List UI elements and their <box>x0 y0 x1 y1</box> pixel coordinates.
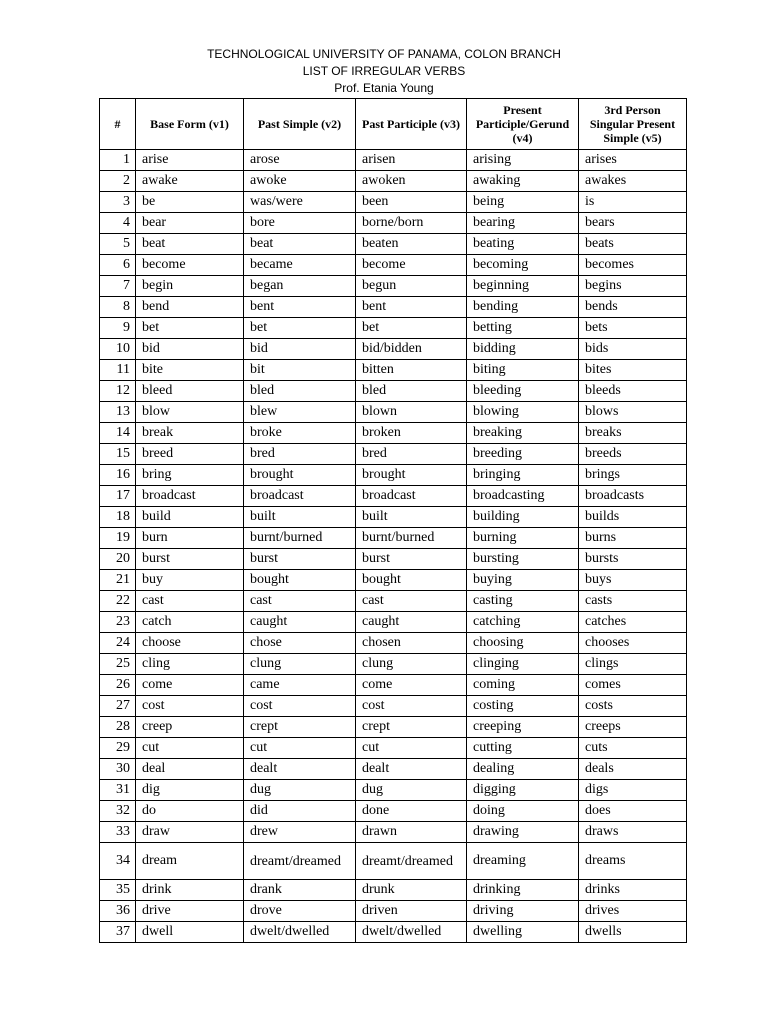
base-form-cell: build <box>136 507 244 528</box>
past-simple-cell: did <box>244 801 356 822</box>
present-participle-cell: beating <box>467 234 579 255</box>
present-participle-cell: bending <box>467 297 579 318</box>
past-simple-cell: bore <box>244 213 356 234</box>
row-number: 34 <box>100 843 136 880</box>
table-header-row <box>100 99 687 150</box>
row-number: 32 <box>100 801 136 822</box>
present-participle-cell: bursting <box>467 549 579 570</box>
past-participle-cell: bitten <box>356 360 467 381</box>
third-person-cell: digs <box>579 780 687 801</box>
present-participle-cell: casting <box>467 591 579 612</box>
past-participle-cell: become <box>356 255 467 276</box>
base-form-cell: breed <box>136 444 244 465</box>
past-simple-cell: dreamt/dreamed <box>244 843 356 880</box>
past-participle-cell: dealt <box>356 759 467 780</box>
table-row <box>100 822 687 843</box>
row-number: 4 <box>100 213 136 234</box>
table-row <box>100 171 687 192</box>
past-simple-cell: built <box>244 507 356 528</box>
third-person-cell: bears <box>579 213 687 234</box>
table-row <box>100 780 687 801</box>
base-form-cell: bear <box>136 213 244 234</box>
past-participle-cell: drunk <box>356 880 467 901</box>
past-simple-cell: chose <box>244 633 356 654</box>
past-participle-cell: built <box>356 507 467 528</box>
row-number: 31 <box>100 780 136 801</box>
table-row <box>100 843 687 880</box>
present-participle-cell: breaking <box>467 423 579 444</box>
base-form-cell: bleed <box>136 381 244 402</box>
past-participle-cell: burnt/burned <box>356 528 467 549</box>
past-participle-cell: been <box>356 192 467 213</box>
table-row <box>100 675 687 696</box>
row-number: 5 <box>100 234 136 255</box>
third-person-cell: bleeds <box>579 381 687 402</box>
present-participle-cell: drawing <box>467 822 579 843</box>
base-form-cell: become <box>136 255 244 276</box>
third-person-cell: drives <box>579 901 687 922</box>
table-row <box>100 696 687 717</box>
row-number: 3 <box>100 192 136 213</box>
third-person-cell: brings <box>579 465 687 486</box>
base-form-cell: cut <box>136 738 244 759</box>
row-number: 35 <box>100 880 136 901</box>
present-participle-cell: biting <box>467 360 579 381</box>
third-person-cell: does <box>579 801 687 822</box>
document-header <box>0 46 768 97</box>
third-person-cell: dreams <box>579 843 687 880</box>
present-participle-cell: breeding <box>467 444 579 465</box>
past-participle-cell: bred <box>356 444 467 465</box>
third-person-cell: casts <box>579 591 687 612</box>
past-simple-cell: bred <box>244 444 356 465</box>
table-row <box>100 759 687 780</box>
table-row <box>100 381 687 402</box>
third-person-cell: buys <box>579 570 687 591</box>
table-row <box>100 549 687 570</box>
past-simple-cell: came <box>244 675 356 696</box>
table-row <box>100 213 687 234</box>
column-header-number: # <box>100 99 136 150</box>
past-simple-cell: drank <box>244 880 356 901</box>
base-form-cell: draw <box>136 822 244 843</box>
table-row <box>100 717 687 738</box>
table-row <box>100 486 687 507</box>
base-form-cell: dream <box>136 843 244 880</box>
present-participle-cell: betting <box>467 318 579 339</box>
row-number: 11 <box>100 360 136 381</box>
past-participle-cell: chosen <box>356 633 467 654</box>
base-form-cell: choose <box>136 633 244 654</box>
past-participle-cell: drawn <box>356 822 467 843</box>
third-person-cell: cuts <box>579 738 687 759</box>
row-number: 19 <box>100 528 136 549</box>
present-participle-cell: drinking <box>467 880 579 901</box>
row-number: 24 <box>100 633 136 654</box>
present-participle-cell: becoming <box>467 255 579 276</box>
third-person-cell: builds <box>579 507 687 528</box>
past-participle-cell: dwelt/dwelled <box>356 922 467 943</box>
present-participle-cell: being <box>467 192 579 213</box>
past-participle-cell: awoken <box>356 171 467 192</box>
table-row <box>100 297 687 318</box>
past-simple-cell: burst <box>244 549 356 570</box>
row-number: 18 <box>100 507 136 528</box>
past-simple-cell: cast <box>244 591 356 612</box>
table-row <box>100 150 687 171</box>
past-participle-cell: cost <box>356 696 467 717</box>
past-participle-cell: clung <box>356 654 467 675</box>
base-form-cell: creep <box>136 717 244 738</box>
base-form-cell: deal <box>136 759 244 780</box>
table-row <box>100 801 687 822</box>
row-number: 8 <box>100 297 136 318</box>
third-person-cell: catches <box>579 612 687 633</box>
row-number: 30 <box>100 759 136 780</box>
past-participle-cell: bent <box>356 297 467 318</box>
third-person-cell: bursts <box>579 549 687 570</box>
row-number: 15 <box>100 444 136 465</box>
past-participle-cell: dreamt/dreamed <box>356 843 467 880</box>
base-form-cell: arise <box>136 150 244 171</box>
past-simple-cell: bought <box>244 570 356 591</box>
row-number: 26 <box>100 675 136 696</box>
row-number: 6 <box>100 255 136 276</box>
past-simple-cell: blew <box>244 402 356 423</box>
table-row <box>100 654 687 675</box>
past-participle-cell: done <box>356 801 467 822</box>
past-simple-cell: cost <box>244 696 356 717</box>
third-person-cell: bets <box>579 318 687 339</box>
base-form-cell: cling <box>136 654 244 675</box>
table-row <box>100 423 687 444</box>
column-header-past-simple: Past Simple (v2) <box>244 99 356 150</box>
past-simple-cell: dug <box>244 780 356 801</box>
past-participle-cell: blown <box>356 402 467 423</box>
present-participle-cell: beginning <box>467 276 579 297</box>
third-person-cell: is <box>579 192 687 213</box>
third-person-cell: begins <box>579 276 687 297</box>
table-row <box>100 276 687 297</box>
present-participle-cell: coming <box>467 675 579 696</box>
third-person-cell: blows <box>579 402 687 423</box>
past-participle-cell: arisen <box>356 150 467 171</box>
base-form-cell: be <box>136 192 244 213</box>
present-participle-cell: dreaming <box>467 843 579 880</box>
row-number: 23 <box>100 612 136 633</box>
past-participle-cell: beaten <box>356 234 467 255</box>
present-participle-cell: clinging <box>467 654 579 675</box>
third-person-cell: arises <box>579 150 687 171</box>
row-number: 14 <box>100 423 136 444</box>
table-row <box>100 633 687 654</box>
base-form-cell: break <box>136 423 244 444</box>
third-person-cell: comes <box>579 675 687 696</box>
past-participle-cell: broken <box>356 423 467 444</box>
past-simple-cell: drew <box>244 822 356 843</box>
past-simple-cell: dealt <box>244 759 356 780</box>
past-participle-cell: crept <box>356 717 467 738</box>
row-number: 33 <box>100 822 136 843</box>
past-participle-cell: dug <box>356 780 467 801</box>
past-simple-cell: bent <box>244 297 356 318</box>
past-participle-cell: driven <box>356 901 467 922</box>
table-row <box>100 465 687 486</box>
base-form-cell: drive <box>136 901 244 922</box>
past-participle-cell: burst <box>356 549 467 570</box>
table-row <box>100 360 687 381</box>
base-form-cell: do <box>136 801 244 822</box>
base-form-cell: dig <box>136 780 244 801</box>
base-form-cell: bring <box>136 465 244 486</box>
past-simple-cell: cut <box>244 738 356 759</box>
table-row <box>100 901 687 922</box>
present-participle-cell: burning <box>467 528 579 549</box>
present-participle-cell: digging <box>467 780 579 801</box>
third-person-cell: chooses <box>579 633 687 654</box>
past-participle-cell: bled <box>356 381 467 402</box>
row-number: 2 <box>100 171 136 192</box>
table-row <box>100 570 687 591</box>
base-form-cell: beat <box>136 234 244 255</box>
irregular-verbs-table <box>99 98 687 943</box>
past-simple-cell: bled <box>244 381 356 402</box>
row-number: 12 <box>100 381 136 402</box>
base-form-cell: bet <box>136 318 244 339</box>
list-title: LIST OF IRREGULAR VERBS <box>302 64 466 78</box>
present-participle-cell: cutting <box>467 738 579 759</box>
past-simple-cell: broke <box>244 423 356 444</box>
row-number: 17 <box>100 486 136 507</box>
third-person-cell: creeps <box>579 717 687 738</box>
past-simple-cell: bid <box>244 339 356 360</box>
past-simple-cell: began <box>244 276 356 297</box>
present-participle-cell: buying <box>467 570 579 591</box>
past-participle-cell: cast <box>356 591 467 612</box>
present-participle-cell: blowing <box>467 402 579 423</box>
present-participle-cell: bidding <box>467 339 579 360</box>
table-row <box>100 591 687 612</box>
past-simple-cell: brought <box>244 465 356 486</box>
present-participle-cell: driving <box>467 901 579 922</box>
table-body <box>100 150 687 943</box>
past-simple-cell: was/were <box>244 192 356 213</box>
table-row <box>100 612 687 633</box>
third-person-cell: clings <box>579 654 687 675</box>
past-simple-cell: became <box>244 255 356 276</box>
third-person-cell: bites <box>579 360 687 381</box>
table-row <box>100 318 687 339</box>
past-participle-cell: begun <box>356 276 467 297</box>
third-person-cell: dwells <box>579 922 687 943</box>
table-row <box>100 738 687 759</box>
past-simple-cell: broadcast <box>244 486 356 507</box>
past-participle-cell: borne/born <box>356 213 467 234</box>
third-person-cell: awakes <box>579 171 687 192</box>
base-form-cell: bend <box>136 297 244 318</box>
row-number: 36 <box>100 901 136 922</box>
row-number: 20 <box>100 549 136 570</box>
past-simple-cell: clung <box>244 654 356 675</box>
institution-title: TECHNOLOGICAL UNIVERSITY OF PANAMA, COLON BRANCH <box>207 47 561 61</box>
third-person-cell: becomes <box>579 255 687 276</box>
row-number: 7 <box>100 276 136 297</box>
table-row <box>100 507 687 528</box>
table-row <box>100 880 687 901</box>
present-participle-cell: bearing <box>467 213 579 234</box>
base-form-cell: bite <box>136 360 244 381</box>
past-simple-cell: crept <box>244 717 356 738</box>
row-number: 22 <box>100 591 136 612</box>
base-form-cell: awake <box>136 171 244 192</box>
third-person-cell: bids <box>579 339 687 360</box>
past-participle-cell: bought <box>356 570 467 591</box>
third-person-cell: breeds <box>579 444 687 465</box>
past-simple-cell: beat <box>244 234 356 255</box>
base-form-cell: come <box>136 675 244 696</box>
base-form-cell: begin <box>136 276 244 297</box>
base-form-cell: bid <box>136 339 244 360</box>
past-simple-cell: bet <box>244 318 356 339</box>
present-participle-cell: bringing <box>467 465 579 486</box>
third-person-cell: drinks <box>579 880 687 901</box>
past-simple-cell: awoke <box>244 171 356 192</box>
base-form-cell: buy <box>136 570 244 591</box>
table-row <box>100 528 687 549</box>
row-number: 25 <box>100 654 136 675</box>
third-person-cell: deals <box>579 759 687 780</box>
third-person-cell: costs <box>579 696 687 717</box>
third-person-cell: burns <box>579 528 687 549</box>
row-number: 28 <box>100 717 136 738</box>
row-number: 10 <box>100 339 136 360</box>
present-participle-cell: catching <box>467 612 579 633</box>
third-person-cell: breaks <box>579 423 687 444</box>
third-person-cell: broadcasts <box>579 486 687 507</box>
table-row <box>100 402 687 423</box>
professor-name: Prof. Etania Young <box>334 81 434 95</box>
base-form-cell: burn <box>136 528 244 549</box>
row-number: 13 <box>100 402 136 423</box>
past-simple-cell: burnt/burned <box>244 528 356 549</box>
base-form-cell: burst <box>136 549 244 570</box>
base-form-cell: cost <box>136 696 244 717</box>
present-participle-cell: building <box>467 507 579 528</box>
base-form-cell: cast <box>136 591 244 612</box>
row-number: 37 <box>100 922 136 943</box>
past-simple-cell: dwelt/dwelled <box>244 922 356 943</box>
third-person-cell: draws <box>579 822 687 843</box>
table-row <box>100 234 687 255</box>
present-participle-cell: awaking <box>467 171 579 192</box>
base-form-cell: drink <box>136 880 244 901</box>
past-simple-cell: bit <box>244 360 356 381</box>
present-participle-cell: creeping <box>467 717 579 738</box>
base-form-cell: broadcast <box>136 486 244 507</box>
present-participle-cell: choosing <box>467 633 579 654</box>
past-simple-cell: caught <box>244 612 356 633</box>
past-participle-cell: caught <box>356 612 467 633</box>
base-form-cell: blow <box>136 402 244 423</box>
past-simple-cell: drove <box>244 901 356 922</box>
table-row <box>100 444 687 465</box>
row-number: 29 <box>100 738 136 759</box>
present-participle-cell: dwelling <box>467 922 579 943</box>
column-header-present-participle: Present Participle/Gerund (v4) <box>467 99 579 150</box>
present-participle-cell: bleeding <box>467 381 579 402</box>
present-participle-cell: doing <box>467 801 579 822</box>
past-participle-cell: brought <box>356 465 467 486</box>
past-participle-cell: cut <box>356 738 467 759</box>
row-number: 21 <box>100 570 136 591</box>
past-participle-cell: bid/bidden <box>356 339 467 360</box>
table-row <box>100 339 687 360</box>
table-row <box>100 192 687 213</box>
third-person-cell: bends <box>579 297 687 318</box>
present-participle-cell: costing <box>467 696 579 717</box>
third-person-cell: beats <box>579 234 687 255</box>
base-form-cell: catch <box>136 612 244 633</box>
present-participle-cell: arising <box>467 150 579 171</box>
past-participle-cell: broadcast <box>356 486 467 507</box>
column-header-third-person: 3rd Person Singular Present Simple (v5) <box>579 99 687 150</box>
past-participle-cell: bet <box>356 318 467 339</box>
column-header-base-form: Base Form (v1) <box>136 99 244 150</box>
column-header-past-participle: Past Participle (v3) <box>356 99 467 150</box>
table-row <box>100 922 687 943</box>
present-participle-cell: dealing <box>467 759 579 780</box>
past-simple-cell: arose <box>244 150 356 171</box>
row-number: 1 <box>100 150 136 171</box>
past-participle-cell: come <box>356 675 467 696</box>
row-number: 9 <box>100 318 136 339</box>
base-form-cell: dwell <box>136 922 244 943</box>
row-number: 16 <box>100 465 136 486</box>
present-participle-cell: broadcasting <box>467 486 579 507</box>
table-row <box>100 255 687 276</box>
row-number: 27 <box>100 696 136 717</box>
